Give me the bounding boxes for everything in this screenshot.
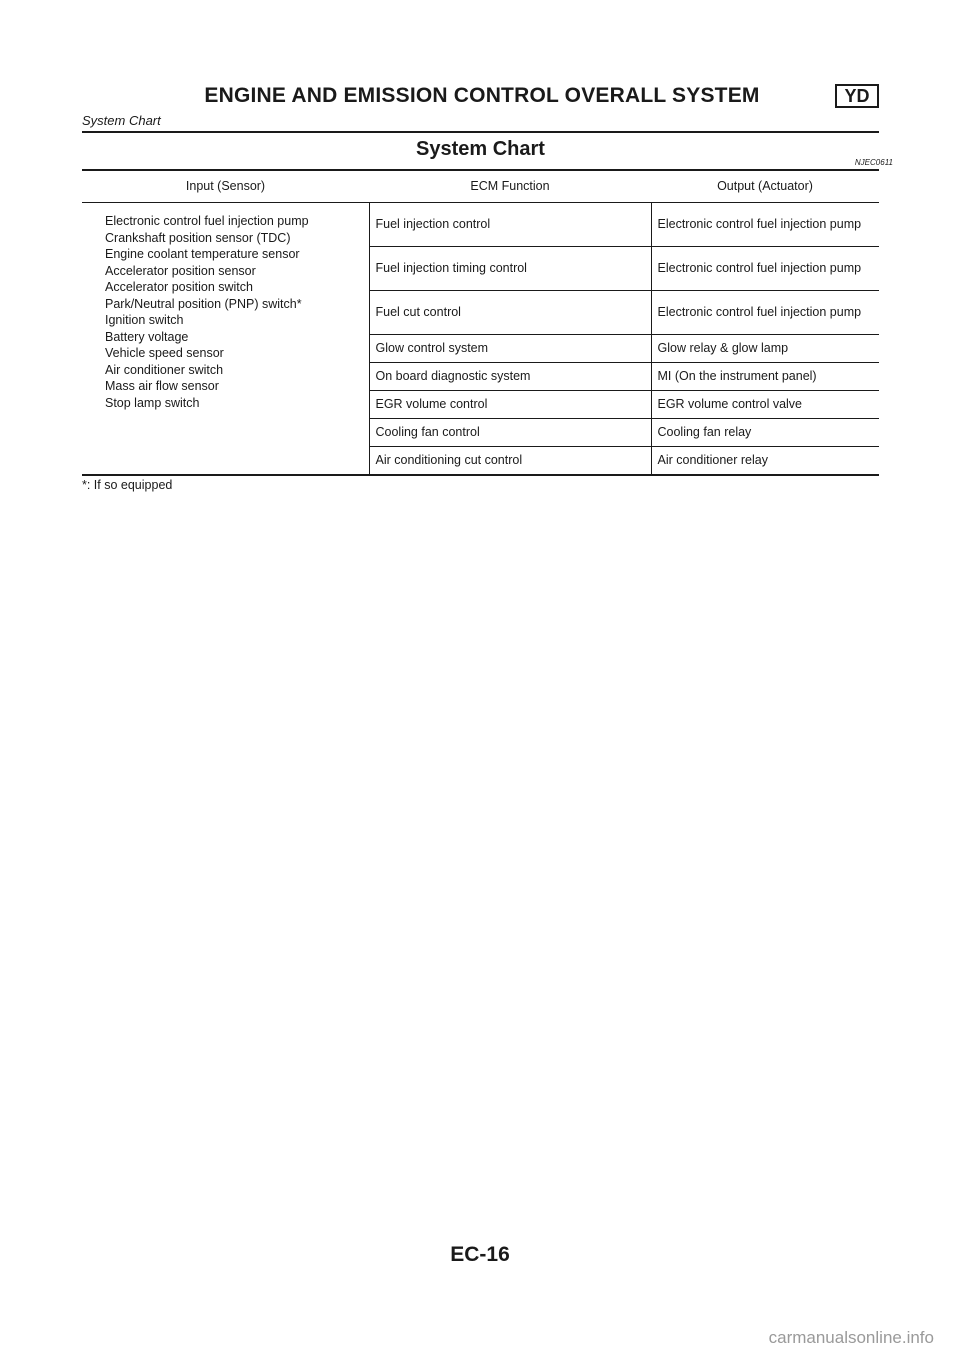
list-item: Park/Neutral position (PNP) switch* bbox=[105, 296, 302, 311]
list-item: Crankshaft position sensor (TDC) bbox=[105, 230, 291, 245]
function-cell: Fuel injection timing control bbox=[369, 247, 651, 291]
list-item: Battery voltage bbox=[105, 329, 189, 344]
output-cell: EGR volume control valve bbox=[651, 391, 879, 419]
column-header-function: ECM Function bbox=[369, 170, 651, 203]
output-cell: Glow relay & glow lamp bbox=[651, 335, 879, 363]
input-sensor-list bbox=[82, 203, 369, 476]
footnote: *: If so equipped bbox=[82, 478, 173, 492]
list-item: Engine coolant temperature sensor bbox=[105, 247, 300, 261]
function-cell: Glow control system bbox=[369, 335, 651, 363]
list-item: Accelerator position switch bbox=[105, 280, 253, 294]
reference-code: NJEC0611 bbox=[854, 158, 893, 167]
list-item: Accelerator position sensor bbox=[105, 263, 256, 278]
engine-badge: YD bbox=[835, 84, 879, 108]
function-cell: EGR volume control bbox=[369, 391, 651, 419]
table-row bbox=[82, 203, 879, 247]
output-cell: MI (On the instrument panel) bbox=[651, 363, 879, 391]
output-cell: Electronic control fuel injection pump bbox=[651, 203, 879, 247]
list-item: Vehicle speed sensor bbox=[105, 346, 224, 360]
output-cell: Air conditioner relay bbox=[651, 447, 879, 476]
watermark: carmanualsonline.info bbox=[768, 1328, 934, 1347]
column-header-input: Input (Sensor) bbox=[82, 170, 369, 203]
list-item: Air conditioner switch bbox=[105, 362, 224, 377]
function-cell: Fuel cut control bbox=[369, 291, 651, 335]
output-cell: Cooling fan relay bbox=[651, 419, 879, 447]
output-cell: Electronic control fuel injection pump bbox=[651, 291, 879, 335]
header-subtitle: System Chart bbox=[82, 113, 161, 128]
output-cell: Electronic control fuel injection pump bbox=[651, 247, 879, 291]
header-title: ENGINE AND EMISSION CONTROL OVERALL SYSTEM bbox=[204, 84, 760, 107]
list-item: Mass air flow sensor bbox=[105, 379, 219, 393]
function-cell: Cooling fan control bbox=[369, 419, 651, 447]
function-cell: Air conditioning cut control bbox=[369, 447, 651, 476]
column-header-output: Output (Actuator) bbox=[651, 170, 879, 203]
list-item: Stop lamp switch bbox=[105, 395, 200, 410]
function-cell: On board diagnostic system bbox=[369, 363, 651, 391]
table-header-row bbox=[82, 170, 879, 203]
list-item: Electronic control fuel injection pump bbox=[105, 214, 309, 228]
function-cell: Fuel injection control bbox=[369, 203, 651, 247]
header-divider bbox=[82, 131, 879, 133]
system-chart-table bbox=[82, 169, 879, 476]
page-number: EC-16 bbox=[450, 1243, 510, 1266]
section-title: System Chart bbox=[416, 138, 545, 160]
list-item: Ignition switch bbox=[105, 313, 184, 327]
